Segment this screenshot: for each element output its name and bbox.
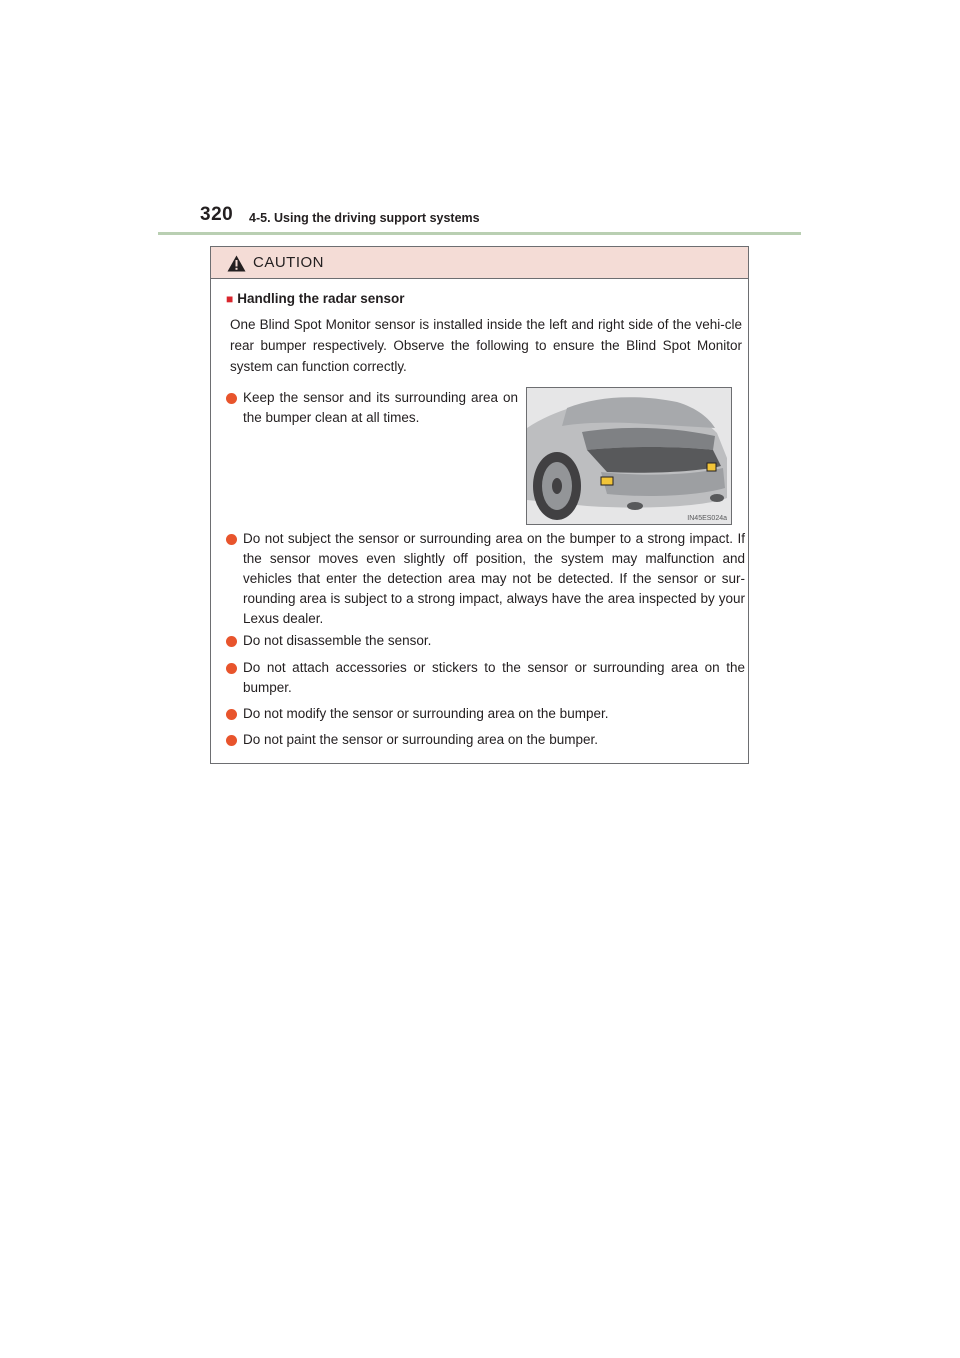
bullet-item-6 <box>226 730 745 750</box>
section-title: 4-5. Using the driving support systems <box>249 211 480 225</box>
bullet-icon <box>226 636 237 647</box>
bullet-item-3 <box>226 631 745 651</box>
caution-box <box>210 246 749 764</box>
bullet-icon <box>226 663 237 674</box>
bullet-text: Keep the sensor and its surrounding area on the bumper clean at all times. <box>243 390 518 425</box>
bullet-text: Do not modify the sensor or surrounding area on the bumper. <box>243 706 609 721</box>
rear-bumper-illustration <box>526 387 732 525</box>
bullet-icon <box>226 534 237 545</box>
bullet-icon <box>226 735 237 746</box>
bullet-item-1 <box>226 388 518 428</box>
heading-text: Handling the radar sensor <box>237 291 405 306</box>
heading-square-icon: ■ <box>226 292 234 306</box>
bullet-icon <box>226 393 237 404</box>
bullet-item-5 <box>226 704 745 724</box>
bullet-icon <box>226 709 237 720</box>
caution-header <box>211 247 748 279</box>
caution-heading <box>226 291 405 306</box>
bullet-item-2 <box>226 529 745 629</box>
radar-sensor-icon <box>707 463 716 471</box>
car-rear-drawing <box>527 388 731 524</box>
bullet-text: Do not attach accessories or stickers to the sensor or surrounding area on the bumper. <box>243 660 745 695</box>
bullet-text: Do not disassemble the sensor. <box>243 633 432 648</box>
page-number: 320 <box>200 204 234 225</box>
caution-title: CAUTION <box>253 254 324 271</box>
bullet-text: Do not subject the sensor or surrounding area on the bumper to a strong impact. If the sensor moves even slightly off position, the system may malfunction and vehicles that enter the detection area may not be detected. If the sensor or sur-rounding area is subject to a strong impact, always have the area inspected by your Lexus dealer. <box>243 531 745 626</box>
intro-paragraph: One Blind Spot Monitor sensor is installed inside the left and right side of the vehi-cle rear bumper respectively. Observe the following to ensure the Blind Spot Monitor system can function correctly. <box>230 317 742 374</box>
warning-triangle-icon <box>227 255 246 272</box>
bullet-text: Do not paint the sensor or surrounding area on the bumper. <box>243 732 598 747</box>
header-rule <box>158 232 801 235</box>
radar-sensor-icon <box>601 477 613 485</box>
bullet-item-4 <box>226 658 745 698</box>
page-header <box>158 200 801 236</box>
figure-code: IN45ES024a <box>687 515 727 522</box>
